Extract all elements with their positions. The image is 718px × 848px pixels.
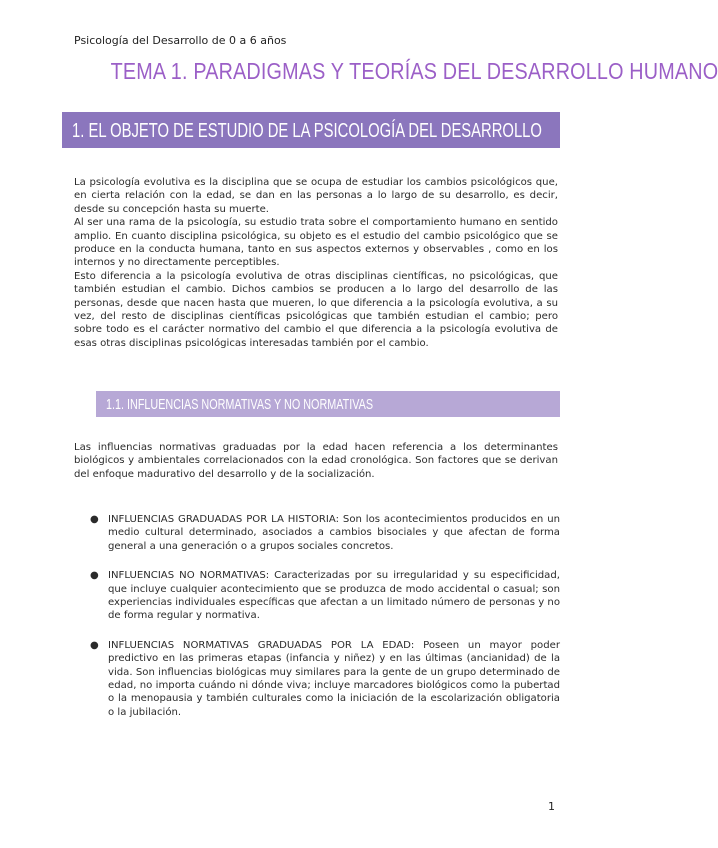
list-item: [74, 639, 560, 719]
bullet-icon: ●: [90, 514, 99, 525]
list-item: [74, 513, 560, 553]
section-body: [74, 176, 558, 350]
list-item-text: INFLUENCIAS NO NORMATIVAS: Caracterizadas por su irregularidad y su especificidad, que incluye cualquier acontecimiento que se produzca de modo accidental o casual; son experiencias individuales específicas que afectan a un limitado número de personas y no de forma regular y normativa.: [108, 570, 560, 622]
paragraph: Al ser una rama de la psicología, su estudio trata sobre el comportamiento humano en sentido amplio. En cuanto disciplina psicológica, su objeto es el estudio del cambio psicológico que se produce en la conducta humana, tanto en sus aspectos externos y observables , como en los internos y no directamente perceptibles.: [74, 217, 558, 269]
subsection-heading-bar: [96, 391, 560, 417]
section-heading: 1. EL OBJETO DE ESTUDIO DE LA PSICOLOGÍA DEL DESARROLLO: [72, 120, 542, 142]
paragraph: La psicología evolutiva es la disciplina que se ocupa de estudiar los cambios psicológicos que, en cierta relación con la edad, se dan en las personas a lo largo de su desarrollo, es decir, desde su concepción hasta su muerte.: [74, 177, 558, 215]
document-header: Psicología del Desarrollo de 0 a 6 años: [74, 34, 287, 47]
page-number: 1: [548, 800, 555, 813]
bullet-icon: ●: [90, 570, 99, 582]
section-heading-bar: [62, 112, 560, 148]
influences-list: [74, 513, 560, 735]
document-title: TEMA 1. PARADIGMAS Y TEORÍAS DEL DESARROLLO HUMANO: [110, 58, 718, 84]
bullet-icon: ●: [90, 639, 99, 651]
subsection-heading: 1.1. INFLUENCIAS NORMATIVAS Y NO NORMATIVAS: [106, 396, 374, 413]
list-item: [74, 569, 560, 623]
list-item-text: INFLUENCIAS GRADUADAS POR LA HISTORIA: Son los acontecimientos producidos en un medio cultural determinado, asociados a cambios bisociales y que afectan de forma general a una generación o a grupos sociales concretos.: [108, 514, 560, 552]
paragraph: Esto diferencia a la psicología evolutiva de otras disciplinas científicas, no psicológicas, que también estudian el cambio. Dichos cambios se producen a lo largo del desarrollo de las personas, desde que nacen hasta que mueren, lo que diferencia a la psicología evolutiva, a su vez, del resto de disciplinas científicas psicológicas que también estudian el cambio; pero sobre todo es el carácter normativo del cambio el que diferencia a la psicología evolutiva de esas otras disciplinas psicológicas interesadas también por el cambio.: [74, 270, 558, 349]
subsection-intro: Las influencias normativas graduadas por la edad hacen referencia a los determinantes biológicos y ambientales correlacionados con la edad cronológica. Son factores que se derivan del enfoque madurativo del desarrollo y de la socialización.: [74, 442, 558, 480]
list-item-text: INFLUENCIAS NORMATIVAS GRADUADAS POR LA EDAD: Poseen un mayor poder predictivo en las primeras etapas (infancia y niñez) y en las últimas (ancianidad) de la vida. Son influencias biológicas muy similares para la gente de un grupo determinado de edad, no importa cuándo ni dónde viva; incluye marcadores biológicos como la pubertad o la menopausia y también culturales como la iniciación de la escolarización obligatoria o la jubilación.: [108, 639, 560, 718]
